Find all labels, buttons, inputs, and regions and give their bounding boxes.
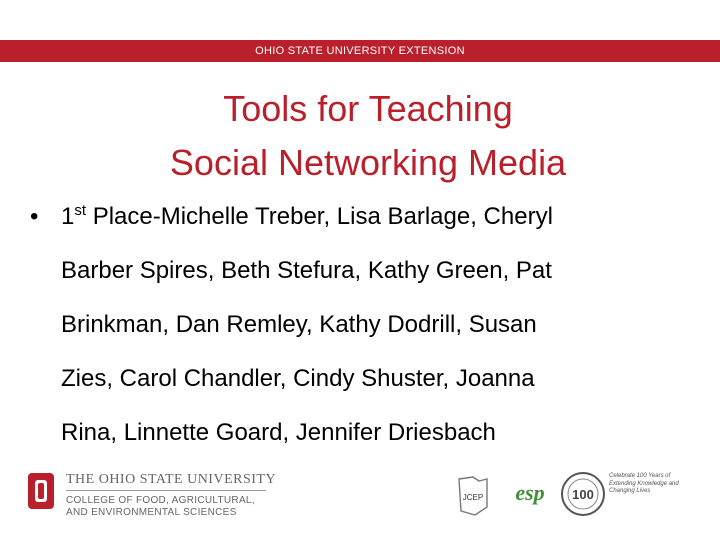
banner-text: OHIO STATE UNIVERSITY EXTENSION [255,45,465,57]
jcep-logo-icon [455,475,491,517]
block-o-icon [28,473,54,509]
college-line-1: COLLEGE OF FOOD, AGRICULTURAL, [66,495,255,506]
bullet-line-4: Zies, Carol Chandler, Cindy Shuster, Joanna [61,365,535,392]
celebrate-text: Celebrate 100 Years of Extending Knowledge and Changing Lives [609,473,679,494]
bullet-dot: • [30,203,39,230]
college-line-2: AND ENVIRONMENTAL SCIENCES [66,507,237,518]
centennial-seal-icon [560,471,606,517]
footer-logos [0,465,720,525]
bullet-line-2: Barber Spires, Beth Stefura, Kathy Green, Pat [61,257,552,284]
place-suffix: st [74,202,87,219]
bullet-text [61,190,710,460]
bullet-line-3: Brinkman, Dan Remley, Kathy Dodrill, Susan [61,311,537,338]
bullet-line-1: Place-Michelle Treber, Lisa Barlage, Cheryl [86,203,553,230]
bullet-line-5: Rina, Linnette Goard, Jennifer Driesbach [61,419,496,446]
jcep-label: JCEP [462,493,484,502]
extension-banner [0,40,720,62]
osu-cfaes-logo [28,465,288,521]
esp-label: esp [515,480,545,505]
university-name: THE OHIO STATE UNIVERSITY [66,472,277,487]
title-line-1: Tools for Teaching [223,88,513,129]
place-number: 1 [61,203,75,230]
university-rule [66,490,266,491]
esp-logo-icon [508,475,552,511]
bullet-item [30,190,710,460]
seal-label: 100 [572,487,594,502]
slide-title [0,82,720,190]
title-line-2: Social Networking Media [169,142,567,183]
